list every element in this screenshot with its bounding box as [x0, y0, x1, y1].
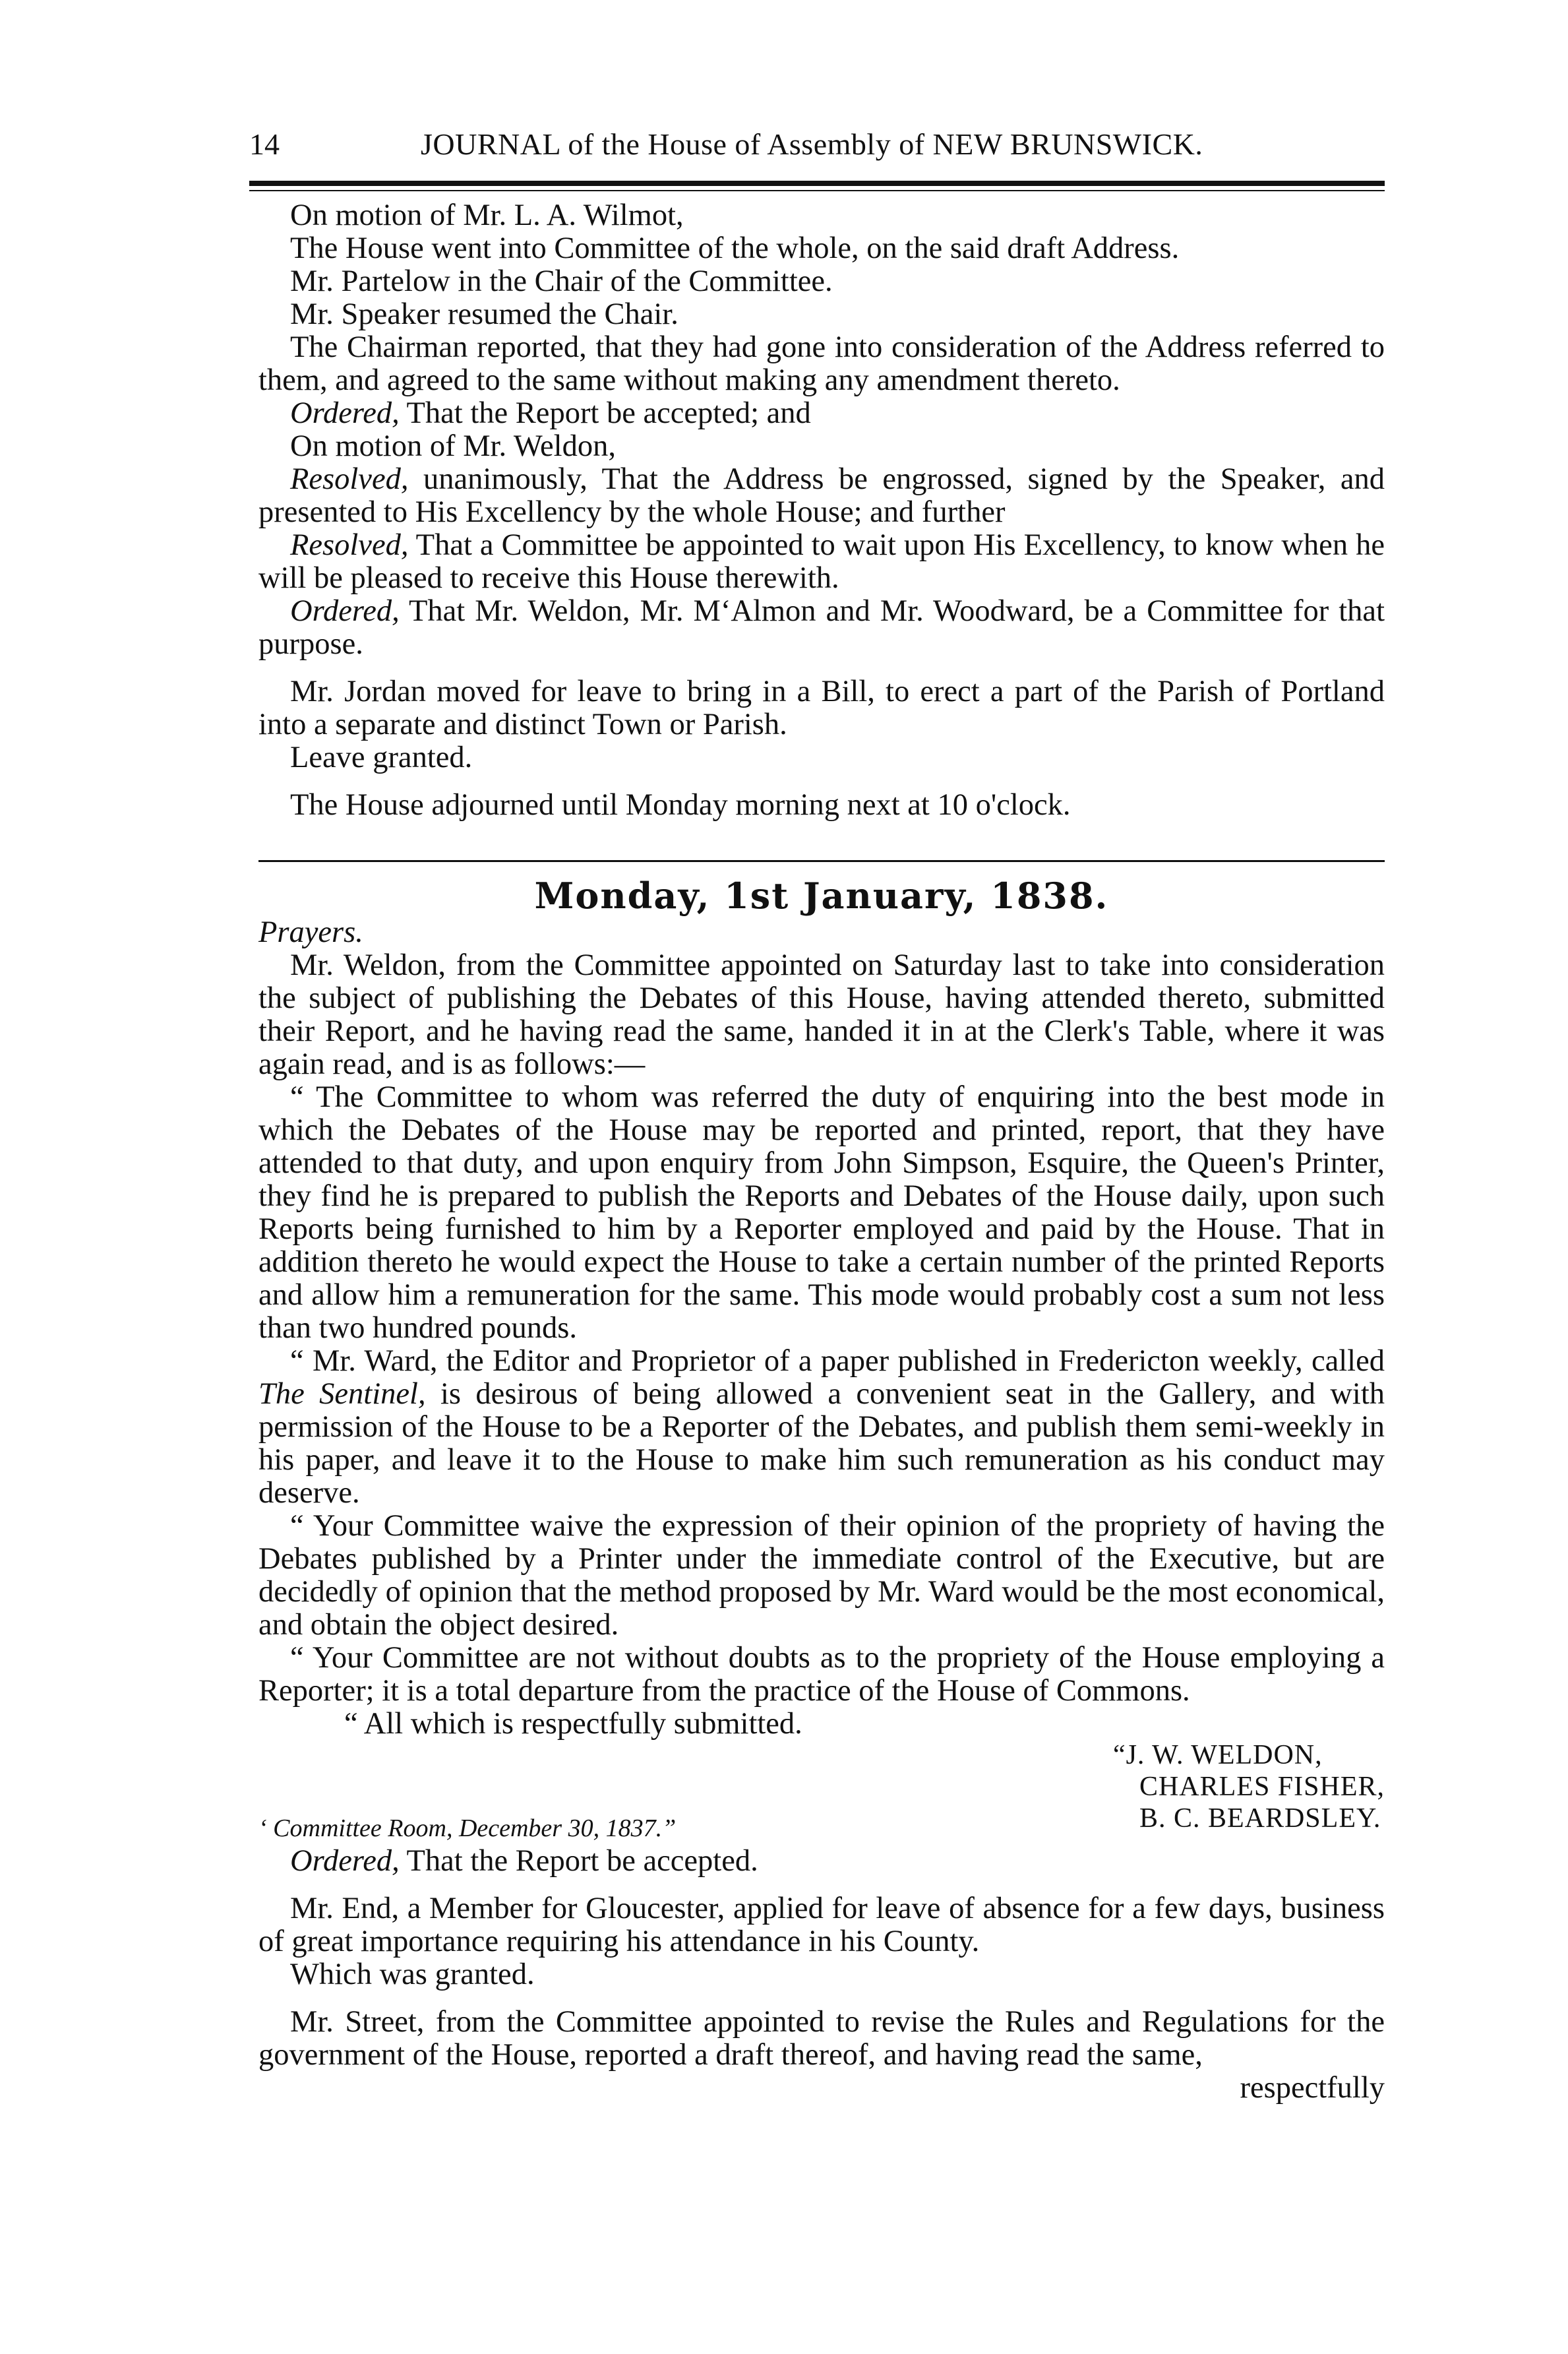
ordered-text: That the Report be accepted.	[399, 1844, 758, 1878]
resolved-lead: Resolved,	[290, 462, 409, 496]
ordered-lead: Ordered,	[290, 396, 400, 430]
paragraph: Mr. Partelow in the Chair of the Committee.	[290, 264, 833, 298]
running-title: JOURNAL of the House of Assembly of NEW BRUNSWICK.	[421, 127, 1203, 161]
ordered-text: That the Report be accepted; and	[399, 396, 811, 430]
ordered-text: That Mr. Weldon, Mr. M‘Almon and Mr. Woodward, be a Committee for that purpose.	[258, 594, 1385, 661]
page-number: 14	[249, 127, 280, 161]
committee-report-quote	[258, 1081, 1385, 1708]
resolved-paragraph	[258, 529, 1385, 595]
paragraph: Mr. Speaker resumed the Chair.	[290, 297, 678, 331]
page-header	[249, 127, 1385, 179]
resolved-text: That a Committee be appointed to wait upon His Excellency, to know when he will be pleased to receive this House therewith.	[258, 528, 1385, 595]
quote-paragraph	[258, 1345, 1385, 1510]
committee-room-dateline: ‘ Committee Room, December 30, 1837.”	[258, 1814, 677, 1842]
prayers-label: Prayers.	[258, 915, 363, 949]
paragraph: Mr. Jordan moved for leave to bring in a Bill, to erect a part of the Parish of Portland into a separate and distinct Town or Parish.	[258, 675, 1385, 741]
ordered-paragraph	[258, 595, 1385, 661]
ordered-paragraph	[258, 397, 1385, 430]
ordered-paragraph	[258, 1845, 1385, 1878]
paragraph: The House adjourned until Monday morning next at 10 o'clock.	[290, 788, 1071, 822]
ordered-lead: Ordered,	[290, 1844, 400, 1878]
signatory: CHARLES FISHER,	[1139, 1772, 1385, 1802]
quote-paragraph: “ The Committee to whom was referred the duty of enquiring into the best mode in which the Debates of the House may be reported and printed, report, that they have attended to that duty, and upon enquiry from John Simpson, Esquire, the Queen's Printer, they find he is prepared to publish the Reports and Debates of the House daily, upon such Reports being furnished to him by a Reporter employed and paid by the House. That in addition thereto he would expect the House to take a certain number of the printed Reports and allow him a remuneration for the same. This mode would probably cost a sum not less than two hundred pounds.	[258, 1080, 1385, 1345]
paragraph: Mr. Weldon, from the Committee appointed on Saturday last to take into consideration the subject of publishing the Debates of this House, having attended thereto, submitted their Report, and he having read the same, handed it in at the Clerk's Table, where it was again read, and is as follows:—	[258, 948, 1385, 1081]
quote-text: “ Mr. Ward, the Editor and Proprietor of a paper published in Fredericton weekly, called	[290, 1344, 1385, 1378]
ordered-lead: Ordered,	[290, 594, 400, 628]
paragraph: Which was granted.	[290, 1958, 535, 1991]
quote-text: is desirous of being allowed a convenient seat in the Gallery, and with permission of the House to be a Reporter of the Debates, and publish them semi-weekly in his paper, and leave it to the House to make him such remuneration as his conduct may deserve.	[258, 1377, 1385, 1510]
paragraph: The House went into Committee of the whole, on the said draft Address.	[290, 232, 1180, 265]
paragraph: On motion of Mr. Weldon,	[290, 429, 616, 463]
newspaper-title: The Sentinel,	[258, 1377, 426, 1411]
quote-paragraph: “ Your Committee waive the expression of their opinion of the propriety of having the Debates published by a Printer under the immediate control of the Executive, but are decidedly of opinion that the method proposed by Mr. Ward would be the most economical, and obtain the object desired.	[258, 1509, 1385, 1642]
section-rule	[258, 860, 1385, 862]
signatory: B. C. BEARDSLEY.	[1139, 1803, 1381, 1834]
quote-paragraph: “ Your Committee are not without doubts as to the propriety of the House employing a Reporter; it is a total departure from the practice of the House of Commons.	[258, 1641, 1385, 1708]
signatories	[1113, 1739, 1385, 1834]
catchword: respectfully	[1240, 2071, 1385, 2105]
submitted-line: “ All which is respectfully submitted.	[344, 1707, 802, 1741]
paragraph: On motion of Mr. L. A. Wilmot,	[290, 199, 684, 232]
header-rule-thin	[249, 190, 1385, 191]
signatory: “J. W. WELDON,	[1112, 1740, 1323, 1770]
paragraph: Mr. Street, from the Committee appointed to revise the Rules and Regulations for the government of the House, reported a draft thereof, and having read the same,	[258, 2005, 1385, 2072]
paragraph: Mr. End, a Member for Gloucester, applied for leave of absence for a few days, business of great importance requiring his attendance in his County.	[258, 1892, 1385, 1958]
page-body	[258, 199, 1385, 2105]
resolved-text: unanimously, That the Address be engrossed, signed by the Speaker, and presented to His Excellency by the whole House; and further	[258, 462, 1385, 529]
paragraph: The Chairman reported, that they had gone into consideration of the Address referred to them, and agreed to the same without making any amendment thereto.	[258, 330, 1385, 397]
header-rule	[249, 181, 1385, 186]
resolved-paragraph	[258, 463, 1385, 529]
date-heading: Monday, 1st January, 1838.	[534, 875, 1109, 917]
paragraph: Leave granted.	[290, 741, 473, 774]
resolved-lead: Resolved,	[290, 528, 409, 562]
